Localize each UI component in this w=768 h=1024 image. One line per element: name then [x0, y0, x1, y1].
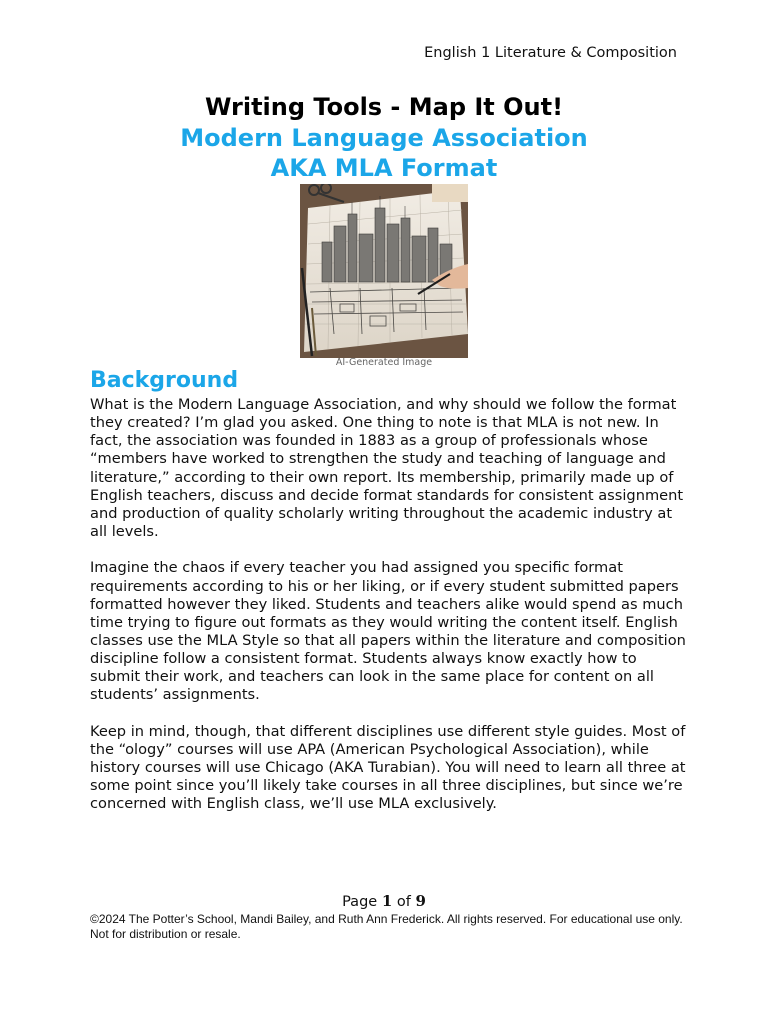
image-caption: AI-Generated Image: [335, 357, 433, 368]
title-block: [0, 92, 768, 183]
page-of: of: [396, 894, 411, 910]
copyright-notice: ©2024 The Potter’s School, Mandi Bailey, and Ruth Ann Frederick. All rights reserved. For educational use only. Not for distribution or resale.: [90, 912, 683, 941]
page-word: Page: [342, 894, 378, 910]
page-title: Writing Tools - Map It Out!: [204, 93, 564, 121]
course-header: English 1 Literature & Composition: [424, 45, 677, 61]
body-text: [90, 396, 690, 832]
city-blueprint-illustration: [300, 184, 468, 358]
subtitle-line-1: Modern Language Association: [180, 124, 588, 152]
paragraph-3: Keep in mind, though, that different disciplines use different style guides. Most of the “ology” courses will use APA (American Psychological Association), while history courses will use Chicago (AKA Turabian). You will need to learn all three at some point since you’ll likely take courses in all three disciplines, but since we’re concerned with English class, we’ll use MLA exclusively.: [90, 722, 686, 813]
subtitle-line-2: AKA MLA Format: [270, 154, 498, 182]
paragraph-2: Imagine the chaos if every teacher you had assigned you specific format requirements according to his or her liking, or if every student submitted papers formatted however they liked. Students and teachers alike would spend as much time trying to figure out formats as they would writing the content itself. English classes use the MLA Style so that all papers within the literature and composition discipline follow a consistent format. Students always know exactly how to submit their work, and teachers can look in the same place for content on all students’ assignments.: [90, 559, 686, 704]
total-pages: 9: [415, 892, 426, 910]
paragraph-1: What is the Modern Language Association, and why should we follow the format they created? I’m glad you asked. One thing to note is that MLA is not new. In fact, the association was founded in 1883 as a group of professionals whose “members have worked to strengthen the study and teaching of language and literature,” according to their own report. Its membership, primarily made up of English teachers, discuss and decide format standards for consistent assignment and production of quality scholarly writing throughout the academic industry at all levels.: [90, 396, 684, 541]
current-page: 1: [381, 892, 393, 910]
page-number: [0, 892, 768, 910]
illustration-svg: [300, 184, 468, 358]
section-heading: Background: [90, 368, 239, 393]
